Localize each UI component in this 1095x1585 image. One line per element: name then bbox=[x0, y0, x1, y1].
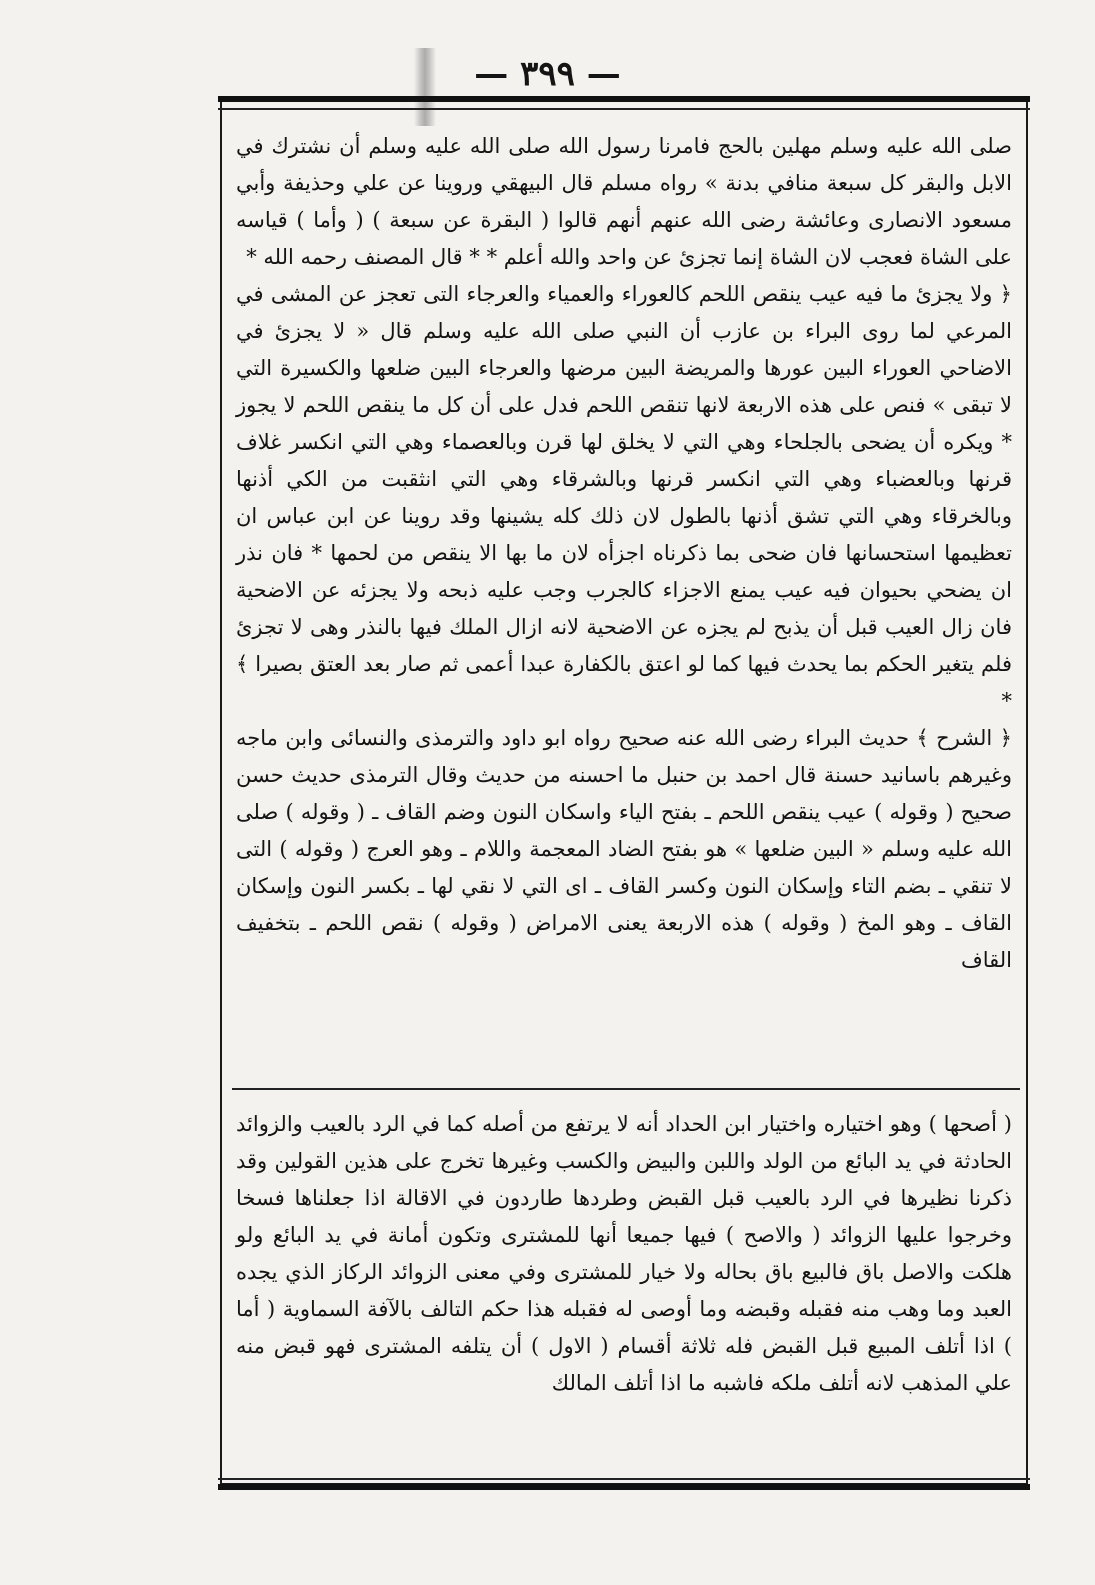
main-paragraph-1: صلى الله عليه وسلم مهلين بالحج فامرنا رسول الله صلى الله عليه وسلم أن نشترك في الابل والبقر كل سبعة منافي بدنة » رواه مسلم قال البيهقي وروينا عن علي وحذيفة وأبي مسعود الانصارى وعائشة رضى الله عنهم أنهم قالوا ( البقرة عن سبعة ) ( وأما ) قياسه على الشاة فعجب لان الشاة إنما تجزئ عن واحد والله أعلم * * قال المصنف رحمه الله * bbox=[236, 134, 1012, 269]
footnote-text bbox=[236, 1106, 1012, 1402]
footnote-separator bbox=[232, 1088, 1020, 1090]
bottom-rule bbox=[218, 1484, 1030, 1490]
main-text bbox=[236, 128, 1012, 979]
bottom-rule-thin bbox=[218, 1478, 1030, 1480]
page-number: — ٣٩٩ — bbox=[474, 54, 621, 94]
top-rule bbox=[218, 96, 1030, 102]
main-paragraph-2: ﴿ ولا يجزئ ما فيه عيب ينقص اللحم كالعوراء والعمياء والعرجاء التى تعجز عن المشى في المرعي لما روى البراء بن عازب أن النبي صلى الله عليه وسلم قال « لا يجزئ في الاضاحي العوراء البين عورها والمريضة البين مرضها والعرجاء البين ضلعها والكسيرة التي لا تبقى » فنص على هذه الاربعة لانها تنقص اللحم فدل على أن كل ما ينقص اللحم لا يجوز * ويكره أن يضحى بالجلحاء وهي التي لا يخلق لها قرن وبالعصماء وهي التي انكسر غلاف قرنها وبالعضباء وهي التي انكسر قرنها وبالشرقاء وهي التي انثقبت من الكي أذنها وبالخرقاء وهي التي تشق أذنها بالطول لان ذلك كله يشينها وقد روينا عن ابن عباس ان تعظيمها استحسانها فان ضحى بما ذكرناه اجزأه لان ما بها الا ينقص من لحمها * فان نذر ان يضحي بحيوان فيه عيب يمنع الاجزاء كالجرب وجب عليه ذبحه ولا يجزئه عن الاضحية فان زال العيب قبل أن يذبح لم يجزه عن الاضحية لانه ازال الملك فيها بالنذر وهى لا تجزئ فلم يتغير الحكم بما يحدث فيها كما لو اعتق بالكفارة عبدا أعمى ثم صار بعد العتق بصيرا ﴾ * bbox=[236, 282, 1012, 713]
footnote-paragraph: ( أصحها ) وهو اختياره واختيار ابن الحداد أنه لا يرتفع من أصله كما في الرد بالعيب والزوائد الحادثة في يد البائع من الولد واللبن والبيض والكسب وغيرها تخرج على هذين القولين وقد ذكرنا نظيرها في الرد بالعيب قبل القبض وطردها طاردون في الاقالة اذا جعلناها فسخا وخرجوا عليها الزوائد ( والاصح ) فيها جميعا أنها للمشترى وتكون أمانة في يد البائع ولو هلكت والاصل باق فالبيع باق بحاله ولا خيار للمشترى وفي معنى الزوائد الركاز الذي يجده العبد وما وهب منه فقبله وقبضه وما أوصى له فقبله هذا حكم التالف بالآفة السماوية ( أما ) اذا أتلف المبيع قبل القبض فله ثلاثة أقسام ( الاول ) أن يتلفه المشترى فهو قبض منه علي المذهب لانه أتلف ملكه فاشبه ما اذا أتلف المالك bbox=[236, 1112, 1012, 1395]
top-rule-thin bbox=[218, 108, 1030, 110]
main-paragraph-3: ﴿ الشرح ﴾ حديث البراء رضى الله عنه صحيح رواه ابو داود والترمذى والنسائى وابن ماجه وغيرهم باسانيد حسنة قال احمد بن حنبل ما احسنه من حديث وقال الترمذى حديث حسن صحيح ( وقوله ) عيب ينقص اللحم ـ بفتح الياء واسكان النون وضم القاف ـ ( وقوله ) صلى الله عليه وسلم « البين ضلعها » هو بفتح الضاد المعجمة واللام ـ وهو العرج ( وقوله ) التى لا تنقي ـ بضم التاء وإسكان النون وكسر القاف ـ اى التي لا نقي لها ـ بكسر النون وإسكان القاف ـ وهو المخ ( وقوله ) هذه الاربعة يعنى الامراض ( وقوله ) نقص اللحم ـ بتخفيف القاف bbox=[236, 726, 1012, 972]
